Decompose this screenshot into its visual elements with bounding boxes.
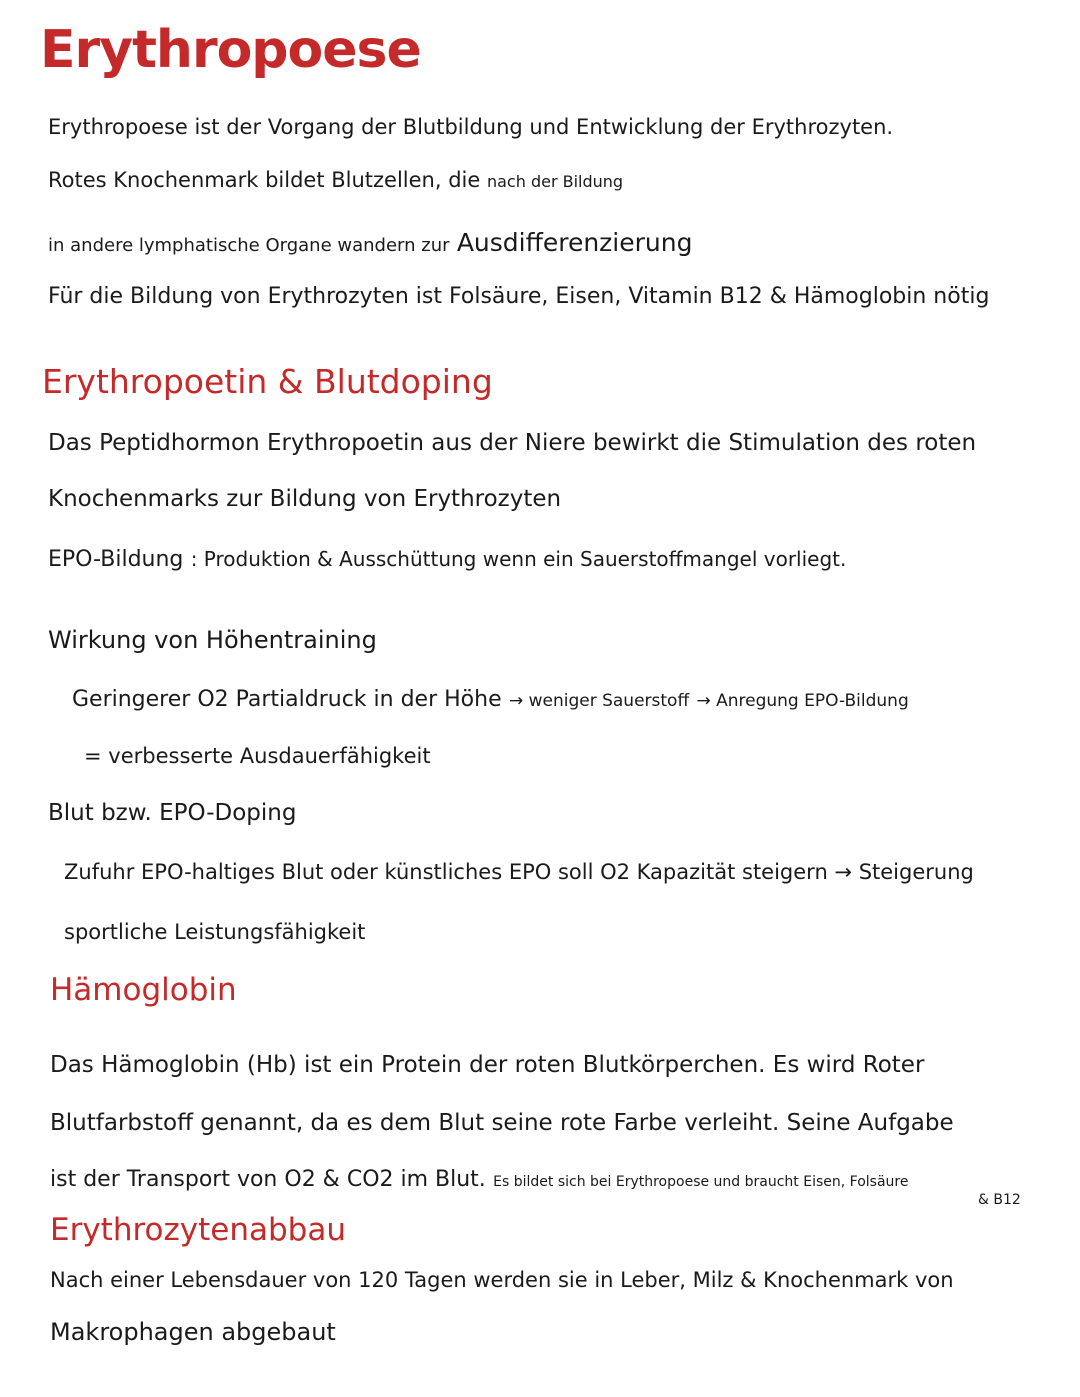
intro-line-4: Für die Bildung von Erythrozyten ist Folsäure, Eisen, Vitamin B12 & Hämoglobin nötig (48, 284, 990, 309)
abbau-line-2: Makrophagen abgebaut (50, 1318, 336, 1346)
intro-line-3b: Ausdifferenzierung (456, 228, 693, 257)
epo-line-3 (48, 546, 846, 572)
hoehe-line-2: = verbesserte Ausdauerfähigkeit (84, 744, 431, 768)
hoehe-line-1c: → Anregung EPO-Bildung (696, 691, 909, 711)
intro-line-2a: Rotes Knochenmark bildet Blutzellen, die (48, 168, 481, 192)
doping-line-2: sportliche Leistungsfähigkeit (64, 920, 366, 944)
haemo-line-2: Blutfarbstoff genannt, da es dem Blut seine rote Farbe verleiht. Seine Aufgabe (50, 1110, 954, 1136)
hoehe-heading: Wirkung von Höhentraining (48, 626, 377, 654)
intro-line-1: Erythropoese ist der Vorgang der Blutbildung und Entwicklung der Erythrozyten. (48, 115, 894, 139)
haemo-line-1: Das Hämoglobin (Hb) ist ein Protein der roten Blutkörperchen. Es wird Roter (50, 1052, 925, 1078)
abbau-line-1: Nach einer Lebensdauer von 120 Tagen werden sie in Leber, Milz & Knochenmark von (50, 1268, 954, 1292)
epo-line-3b: : Produktion & Ausschüttung wenn ein Sauerstoffmangel vorliegt. (190, 547, 847, 571)
haemo-heading: Hämoglobin (50, 972, 237, 1008)
haemo-line-4: & B12 (978, 1192, 1021, 1208)
intro-line-3a: in andere lymphatische Organe wandern zur (48, 235, 450, 256)
haemo-line-3a: ist der Transport von O2 & CO2 im Blut. (50, 1167, 486, 1192)
intro-line-3 (48, 228, 692, 257)
abbau-heading: Erythrozytenabbau (50, 1212, 346, 1248)
hoehe-line-1a: Geringerer O2 Partialdruck in der Höhe (72, 687, 502, 712)
page-title: Erythropoese (40, 20, 421, 80)
haemo-line-3 (50, 1166, 908, 1192)
hoehe-line-1 (72, 686, 909, 712)
hoehe-line-1b: → weniger Sauerstoff (508, 691, 690, 711)
epo-line-3a: EPO-Bildung (48, 547, 184, 572)
intro-line-2 (48, 168, 623, 192)
doping-line-1: Zufuhr EPO-haltiges Blut oder künstliches EPO soll O2 Kapazität steigern → Steigerung (64, 860, 974, 884)
epo-line-1: Das Peptidhormon Erythropoetin aus der Niere bewirkt die Stimulation des roten (48, 430, 977, 456)
epo-line-2: Knochenmarks zur Bildung von Erythrozyten (48, 486, 562, 512)
haemo-line-3b: Es bildet sich bei Erythropoese und braucht Eisen, Folsäure (493, 1174, 909, 1190)
intro-line-2b: nach der Bildung (486, 172, 624, 191)
epo-heading: Erythropoetin & Blutdoping (42, 362, 493, 401)
doping-heading: Blut bzw. EPO-Doping (48, 800, 297, 826)
